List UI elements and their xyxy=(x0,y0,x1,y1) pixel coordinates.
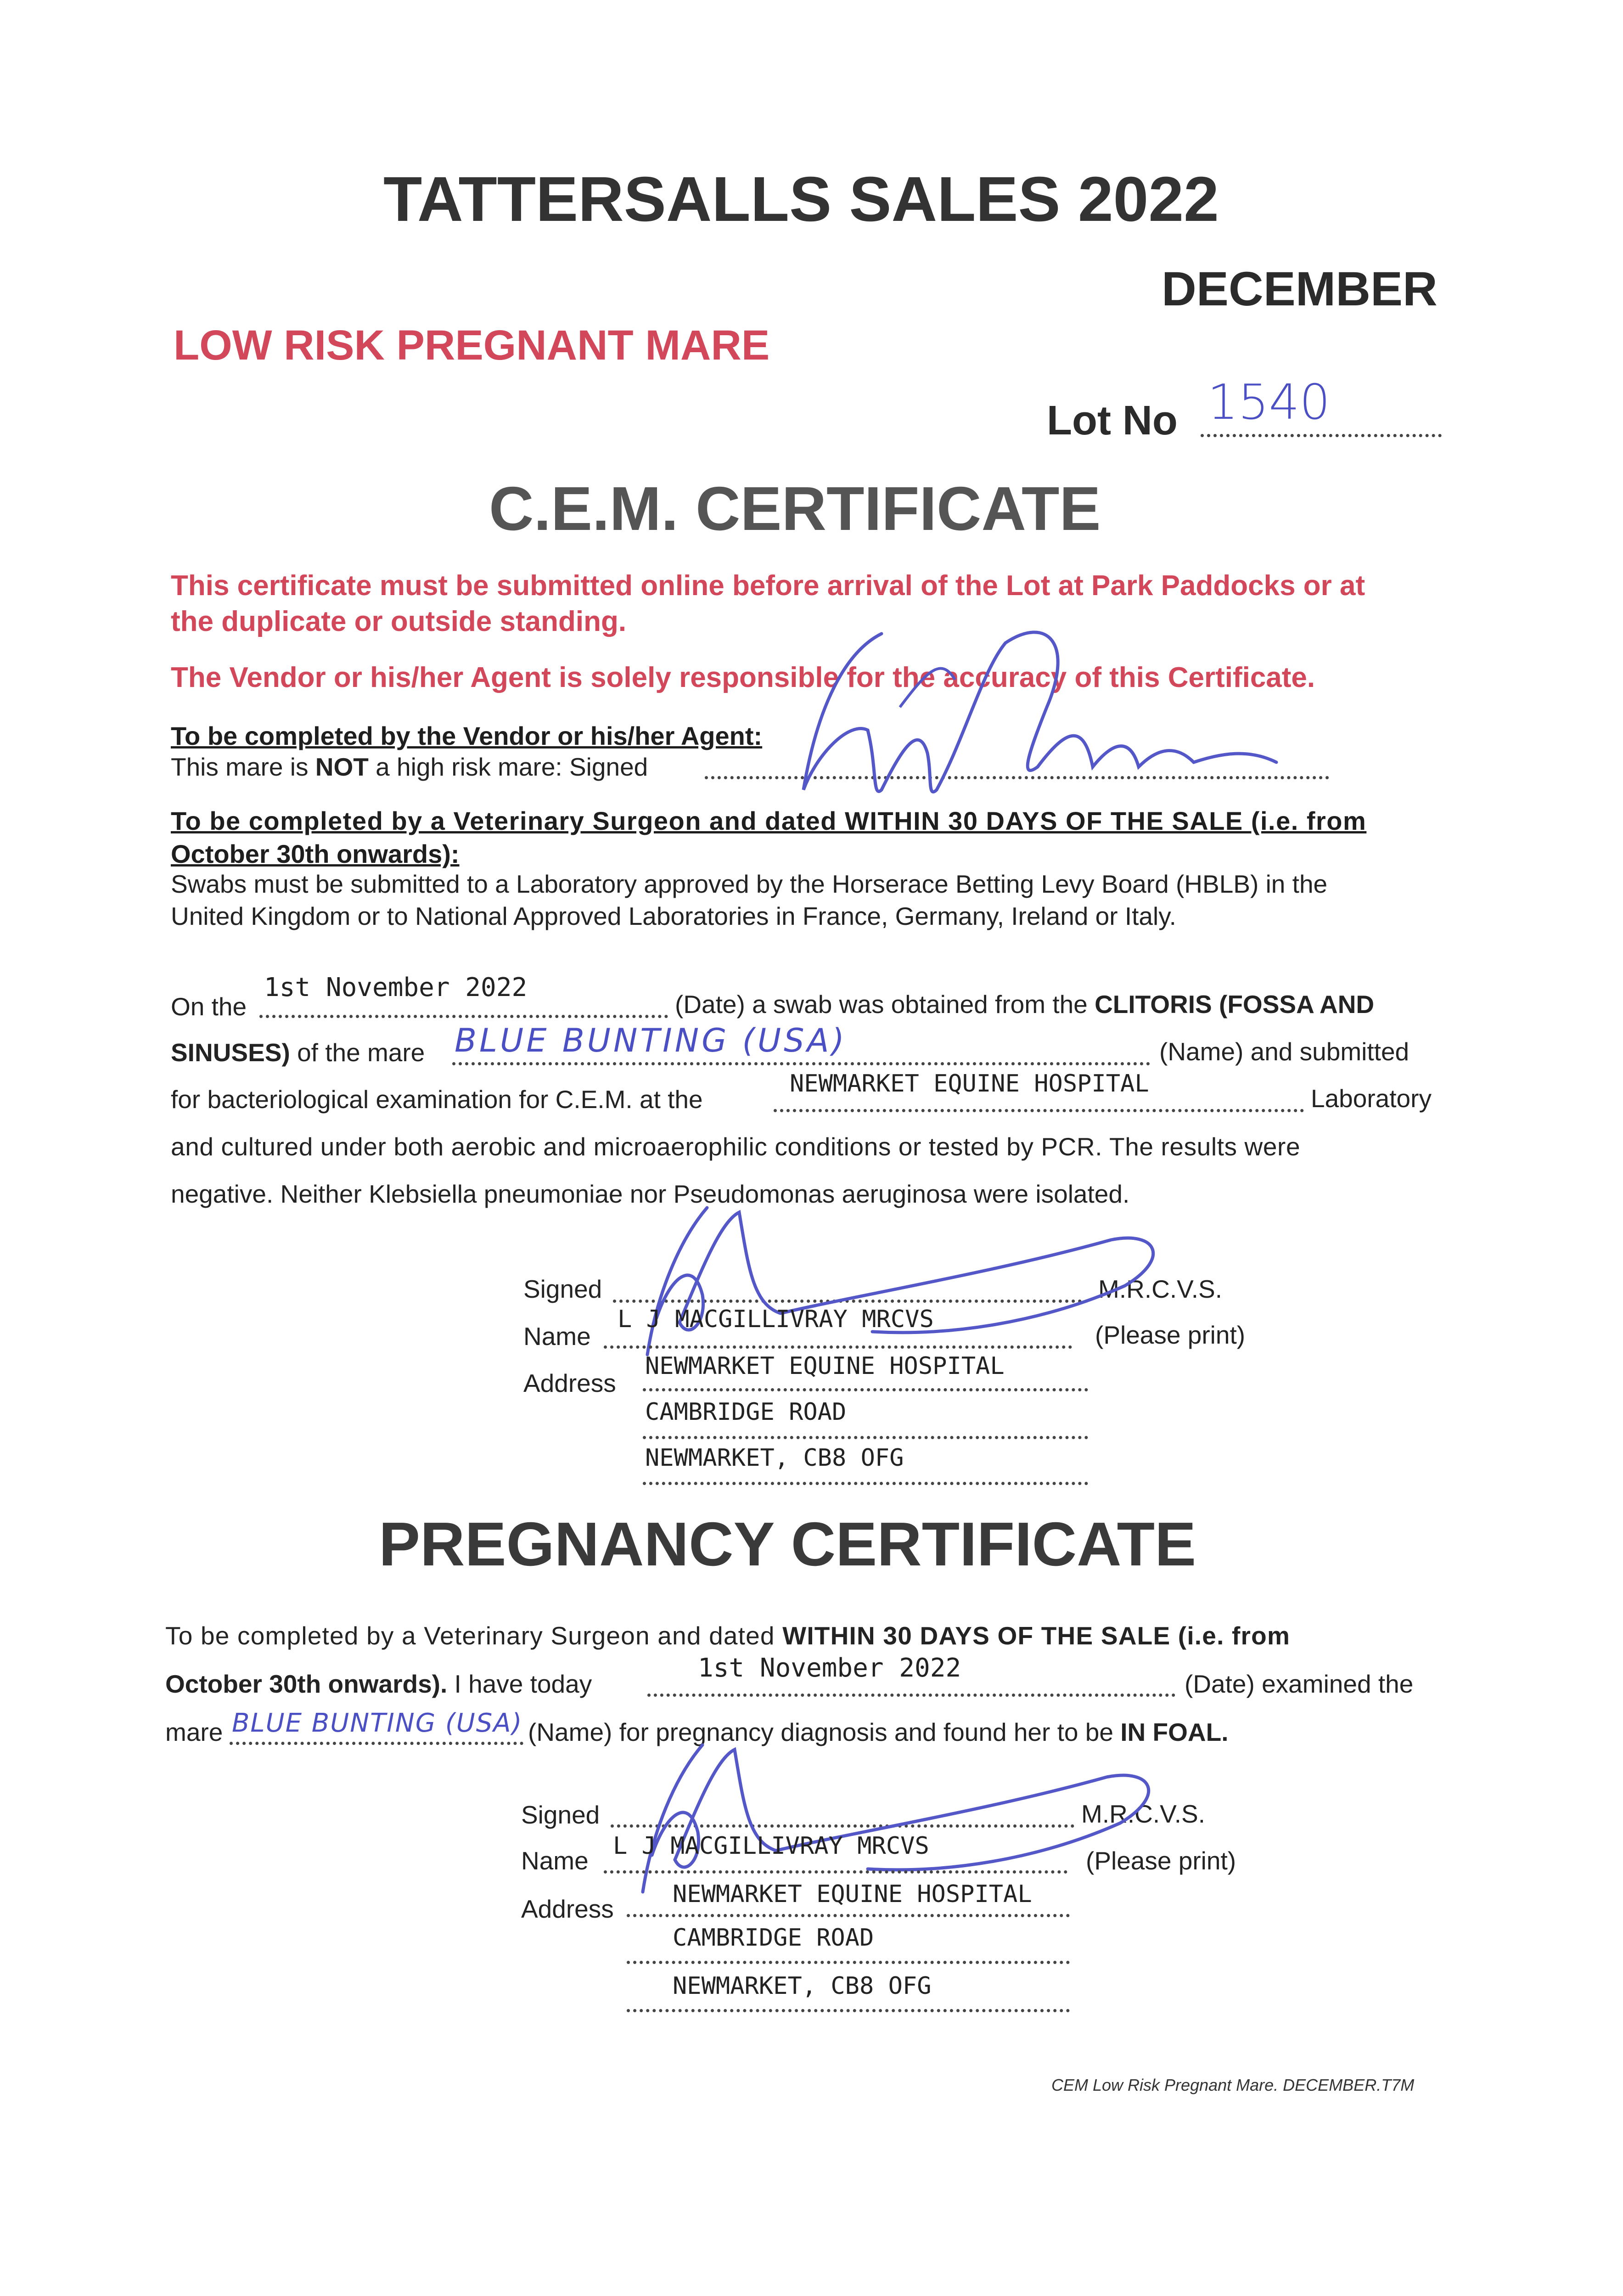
sale-month: DECEMBER xyxy=(1162,262,1438,316)
negative-text: negative. Neither Klebsiella pneumoniae nor Pseudomonas aeruginosa were isolated. xyxy=(171,1180,1130,1208)
risk-label: LOW RISK PREGNANT MARE xyxy=(174,322,770,369)
sinuses-text: SINUSES) xyxy=(171,1038,290,1067)
lot-number: 1540 xyxy=(1207,374,1331,430)
preg-signed-label: Signed xyxy=(521,1801,600,1829)
preg-address-label: Address xyxy=(521,1895,614,1923)
preg-address-3: NEWMARKET, CB8 OFG xyxy=(673,1972,932,2000)
pregnancy-line-1-bold: WITHIN 30 DAYS OF THE SALE (i.e. from xyxy=(782,1621,1291,1650)
pregnancy-line-2-bold: October 30th onwards). xyxy=(165,1670,448,1698)
vet-heading-line-2: October 30th onwards): xyxy=(171,839,460,868)
lot-label: Lot No xyxy=(1047,398,1178,444)
preg-please-print: (Please print) xyxy=(1086,1846,1236,1875)
footer-reference: CEM Low Risk Pregnant Mare. DECEMBER.T7M xyxy=(1051,2076,1415,2094)
vendor-signature xyxy=(790,615,1295,822)
swabs-line-2: United Kingdom or to National Approved Laboratories in France, Germany, Ireland or Italy. xyxy=(171,902,1176,930)
swab-date-text xyxy=(675,990,1374,1019)
responsibility-notice: The Vendor or his/her Agent is solely responsible for the accuracy of this Certificate. xyxy=(171,662,1315,693)
cem-mrcvs-label: M.R.C.V.S. xyxy=(1098,1275,1222,1303)
cem-please-print: (Please print) xyxy=(1095,1321,1246,1349)
cem-signed-label: Signed xyxy=(523,1275,602,1303)
cem-vet-name: L J MACGILLIVRAY MRCVS xyxy=(618,1306,934,1333)
swabs-line-1: Swabs must be submitted to a Laboratory approved by the Horserace Betting Levy Board (HBLB) in the xyxy=(171,870,1328,898)
submission-notice: This certificate must be submitted online before arrival of the Lot at Park Paddocks or at xyxy=(171,570,1365,602)
in-foal-text: IN FOAL. xyxy=(1120,1718,1229,1746)
preg-address-1: NEWMARKET EQUINE HOSPITAL xyxy=(673,1880,1032,1908)
swabs-instruction xyxy=(171,868,1327,932)
cem-address-label: Address xyxy=(523,1369,616,1397)
vendor-heading: To be completed by the Vendor or his/her Agent: xyxy=(171,721,763,750)
cem-address-2: CAMBRIDGE ROAD xyxy=(645,1398,847,1426)
pregnancy-mare-label: mare xyxy=(165,1718,223,1746)
exam-date-post: (Date) examined the xyxy=(1185,1670,1414,1698)
clitoris-text: CLITORIS (FOSSA AND xyxy=(1095,990,1375,1019)
pregnancy-line-1 xyxy=(165,1621,1290,1650)
pregnancy-line-1-text: To be completed by a Veterinary Surgeon and dated xyxy=(165,1621,775,1650)
cultured-text: and cultured under both aerobic and microaerophilic conditions or tested by PCR. The results were xyxy=(171,1132,1301,1161)
preg-address-2: CAMBRIDGE ROAD xyxy=(673,1924,874,1952)
vet-heading xyxy=(171,805,1366,871)
date-text: (Date) a swab was obtained from the xyxy=(675,990,1088,1019)
vendor-declaration xyxy=(171,752,648,782)
pregnancy-line-2 xyxy=(165,1669,592,1699)
exam-date: 1st November 2022 xyxy=(698,1653,961,1683)
cem-heading: C.E.M. CERTIFICATE xyxy=(489,474,1101,543)
on-the-label: On the xyxy=(171,992,247,1021)
mare-name: BLUE BUNTING (USA) xyxy=(455,1022,847,1059)
name-submitted-text: (Name) and submitted xyxy=(1159,1037,1410,1066)
pregnancy-line-2-text: I have today xyxy=(454,1670,592,1698)
vet-heading-line-1: To be completed by a Veterinary Surgeon and dated WITHIN 30 DAYS OF THE SALE (i.e. from xyxy=(171,806,1367,835)
vendor-line-pre: This mare is xyxy=(171,753,315,781)
page-title: TATTERSALLS SALES 2022 xyxy=(383,164,1219,235)
cem-address-1: NEWMARKET EQUINE HOSPITAL xyxy=(645,1352,1005,1380)
pregnancy-mare-name: BLUE BUNTING (USA) xyxy=(232,1708,523,1738)
laboratory-label: Laboratory xyxy=(1311,1084,1432,1113)
submission-notice-2: the duplicate or outside standing. xyxy=(171,606,627,637)
preg-name-label: Name xyxy=(521,1846,589,1875)
vendor-line-post: a high risk mare: Signed xyxy=(368,753,648,781)
preg-mrcvs-label: M.R.C.V.S. xyxy=(1081,1800,1205,1828)
vendor-line-not: NOT xyxy=(315,753,369,781)
pregnancy-heading: PREGNANCY CERTIFICATE xyxy=(379,1509,1196,1579)
of-the-mare-text: of the mare xyxy=(297,1038,425,1067)
pregnancy-line-3-text: (Name) for pregnancy diagnosis and found her to be xyxy=(528,1718,1113,1746)
preg-vet-name: L J MACGILLIVRAY MRCVS xyxy=(613,1832,929,1860)
cem-address-3: NEWMARKET, CB8 OFG xyxy=(645,1444,904,1472)
laboratory-name: NEWMARKET EQUINE HOSPITAL xyxy=(790,1070,1149,1097)
cem-name-label: Name xyxy=(523,1322,591,1351)
bacterio-text: for bacteriological examination for C.E.M. at the xyxy=(171,1085,703,1114)
swab-date: 1st November 2022 xyxy=(264,973,528,1002)
sinuses-line xyxy=(171,1038,425,1067)
